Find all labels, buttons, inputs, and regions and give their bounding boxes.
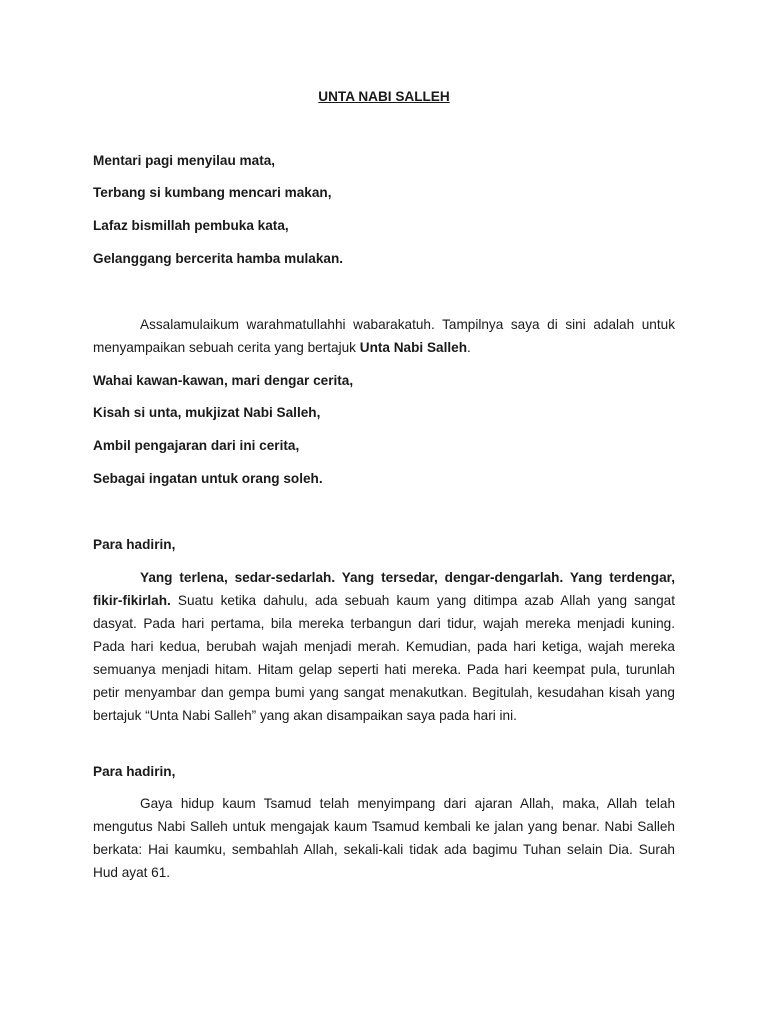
closing-paragraph: Gaya hidup kaum Tsamud telah menyimpang dari ajaran Allah, maka, Allah telah mengutus Nabi Salleh untuk mengajak kaum Tsamud kembali ke jalan yang benar. Nabi Salleh berkata: Hai kaumku, sembahlah Allah, sekali-kali tidak ada bagimu Tuhan selain Dia. Surah Hud ayat 61.	[93, 796, 675, 880]
para-hadirin-heading-2: Para hadirin,	[93, 764, 176, 779]
pantun2-line-2: Kisah si unta, mukjizat Nabi Salleh,	[93, 405, 321, 420]
story-text: Suatu ketika dahulu, ada sebuah kaum yang ditimpa azab Allah yang sangat dasyat. Pada hari pertama, bila mereka terbangun dari tidur, wajah mereka menjadi kuning. Pada hari kedua, berubah wajah menjadi merah. Kemudian, pada hari ketiga, wajah mereka semuanya menjadi hitam. Hitam gelap seperti hati mereka. Pada hari keempat pula, turunlah petir menyambar dan gempa bumi yang sangat menakutkan. Begitulah, kesudahan kisah yang bertajuk “Unta Nabi Salleh” yang akan disampaikan saya pada hari ini.	[93, 593, 675, 723]
intro-text: Assalamulaikum warahmatullahhi wabarakatuh. Tampilnya saya di sini adalah untuk menyampaikan sebuah cerita yang bertajuk	[93, 317, 675, 355]
pantun-line-2: Terbang si kumbang mencari makan,	[93, 185, 332, 200]
story-opening-bold: Yang terlena, sedar-sedarlah. Yang tersedar, dengar-dengarlah. Yang terdengar, fikir-fikirlah.	[93, 570, 675, 608]
intro-paragraph	[93, 313, 675, 359]
pantun-line-1: Mentari pagi menyilau mata,	[93, 153, 276, 168]
story-paragraph	[93, 566, 675, 727]
pantun2-line-3: Ambil pengajaran dari ini cerita,	[93, 438, 300, 453]
pantun2-line-1: Wahai kawan-kawan, mari dengar cerita,	[93, 373, 354, 388]
intro-end: .	[467, 340, 471, 355]
intro-title-bold: Unta Nabi Salleh	[359, 340, 468, 355]
document-title: UNTA NABI SALLEH	[318, 89, 450, 104]
pantun-line-3: Lafaz bismillah pembuka kata,	[93, 218, 289, 233]
pantun2-line-4: Sebagai ingatan untuk orang soleh.	[93, 471, 323, 486]
para-hadirin-heading-1: Para hadirin,	[93, 537, 176, 552]
pantun-line-4: Gelanggang bercerita hamba mulakan.	[93, 251, 344, 266]
